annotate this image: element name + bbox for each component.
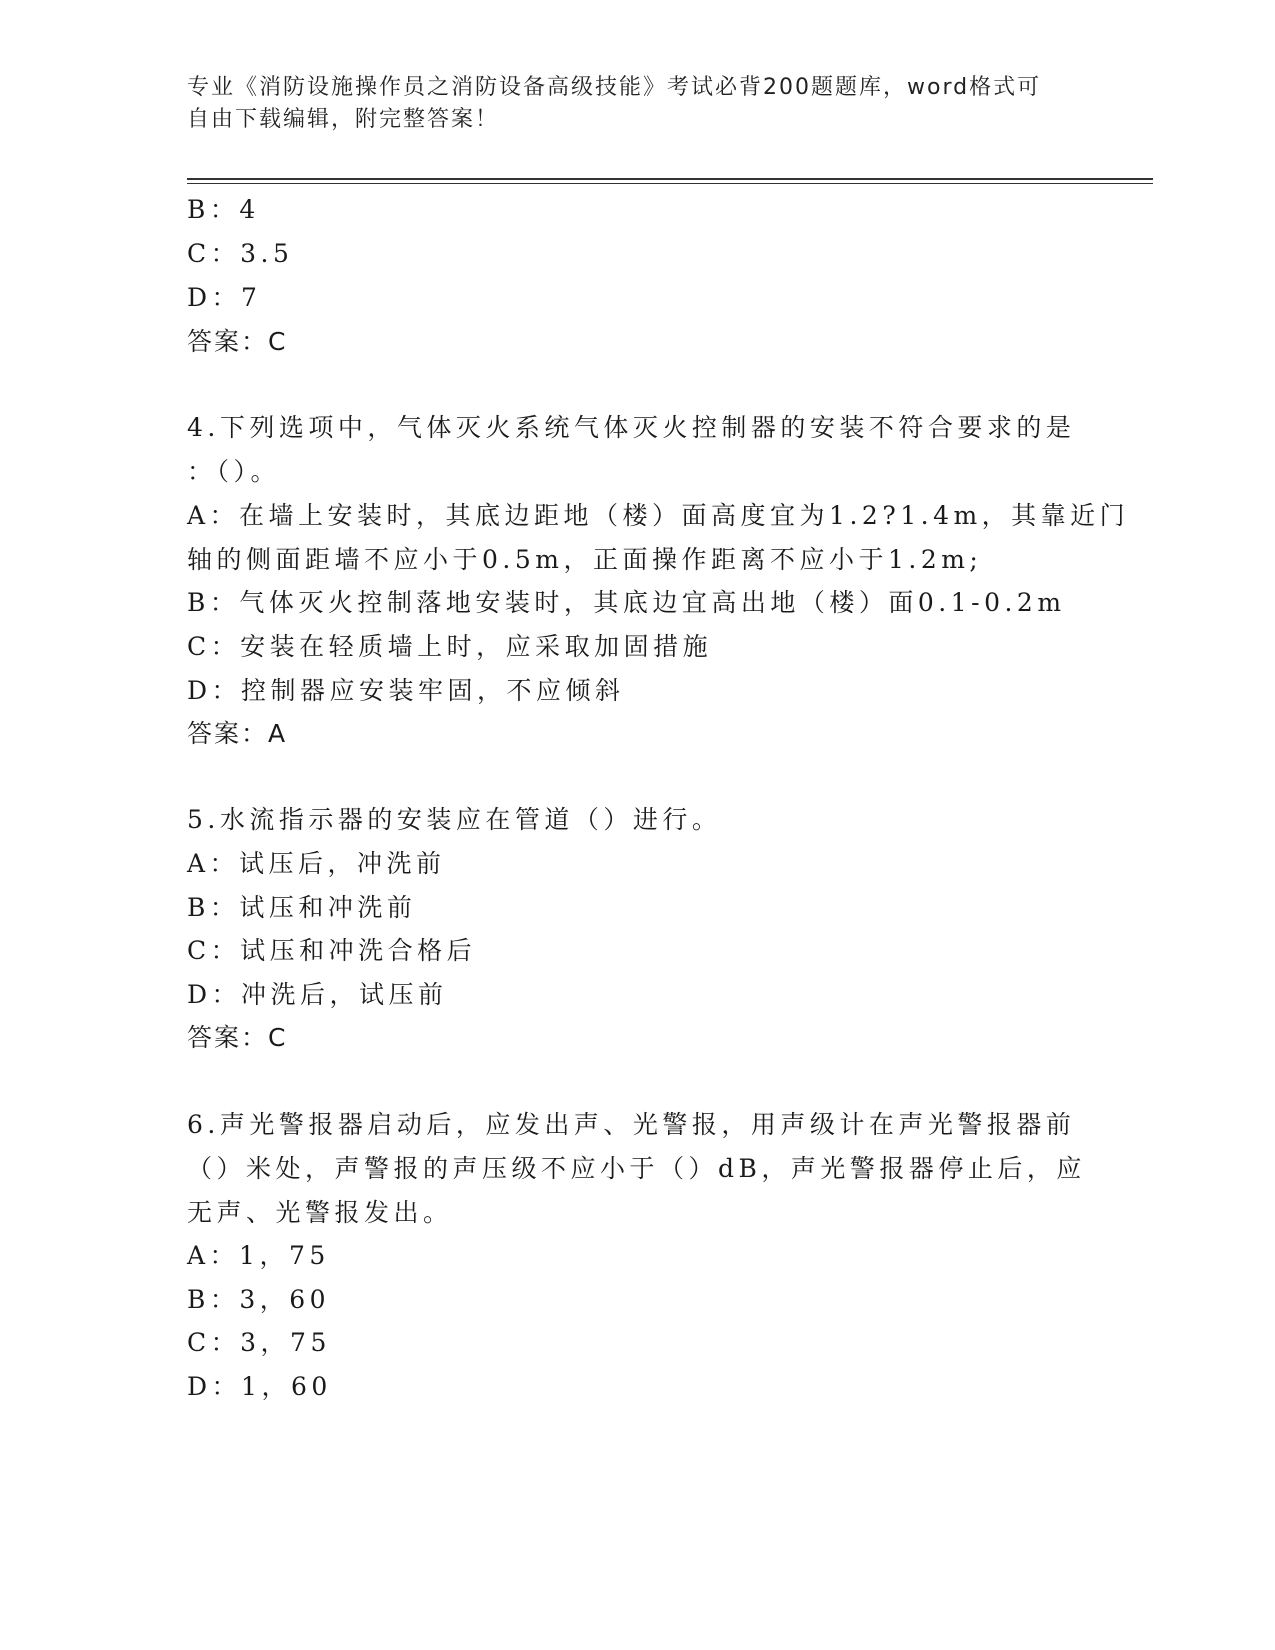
header-divider-thick — [187, 178, 1153, 180]
q5-option-d: D：冲洗后，试压前 — [187, 980, 448, 1009]
q6-stem-line-1: 6.声光警报器启动后，应发出声、光警报，用声级计在声光警报器前 — [187, 1110, 1076, 1139]
q4-option-a-line-1: A：在墙上安装时，其底边距地（楼）面高度宜为1.2?1.4m，其靠近门 — [187, 501, 1130, 530]
q5-option-a: A：试压后，冲洗前 — [187, 849, 446, 878]
q6-stem-line-3: 无声、光警报发出。 — [187, 1198, 453, 1227]
q4-option-b: B：气体灭火控制落地安装时，其底边宜高出地（楼）面0.1-0.2m — [187, 588, 1066, 617]
q4-option-d: D：控制器应安装牢固，不应倾斜 — [187, 676, 625, 705]
q6-option-a: A：1，75 — [187, 1241, 330, 1270]
header-line-1: 专业《消防设施操作员之消防设备高级技能》考试必背200题题库，word格式可 — [187, 75, 1042, 100]
q6-stem-line-2: （）米处，声警报的声压级不应小于（）dB，声光警报器停止后，应 — [187, 1154, 1086, 1183]
q4-stem-line-1: 4.下列选项中，气体灭火系统气体灭火控制器的安装不符合要求的是 — [187, 413, 1076, 442]
q5-option-c: C：试压和冲洗合格后 — [187, 936, 477, 965]
header-divider-thin — [187, 183, 1153, 184]
q4-answer: 答案：A — [187, 719, 288, 748]
page-header — [187, 72, 1067, 136]
q5-answer: 答案：C — [187, 1023, 288, 1052]
q3-option-c: C：3.5 — [187, 239, 294, 268]
q6-option-c: C：3，75 — [187, 1328, 331, 1357]
q5-option-b: B：试压和冲洗前 — [187, 893, 417, 922]
q3-option-b: B：4 — [187, 195, 260, 224]
q6-option-b: B：3，60 — [187, 1285, 331, 1314]
q6-option-d: D：1，60 — [187, 1372, 332, 1401]
q3-option-d: D：7 — [187, 283, 262, 312]
q5-stem: 5.水流指示器的安装应在管道（）进行。 — [187, 805, 722, 834]
q4-option-c: C：安装在轻质墙上时，应采取加固措施 — [187, 632, 713, 661]
q4-option-a-line-2: 轴的侧面距墙不应小于0.5m，正面操作距离不应小于1.2m; — [187, 545, 983, 574]
q3-answer: 答案：C — [187, 327, 288, 356]
q4-stem-line-2: ：（）。 — [187, 457, 281, 486]
header-line-2: 自由下载编辑，附完整答案！ — [187, 107, 500, 132]
